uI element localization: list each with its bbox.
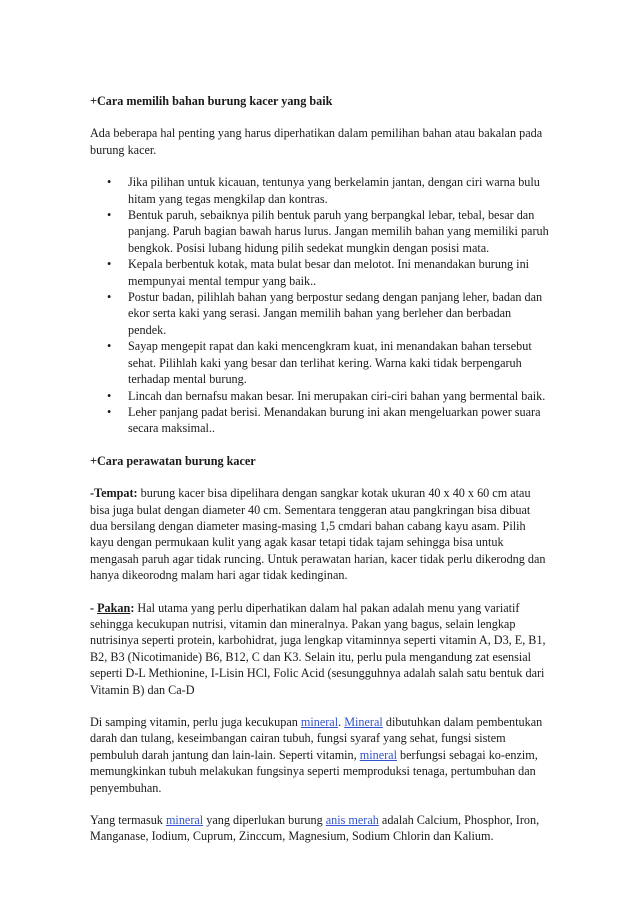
pakan-label: Pakan [97,600,131,615]
pakan-colon: : [130,600,135,615]
document-page [90,93,550,845]
section-heading-perawatan: +Cara perawatan burung kacer [90,453,256,468]
intro-paragraph: Ada beberapa hal penting yang harus diperhatikan dalam pemilihan bahan atau bakalan pada burung kacer. [90,126,543,157]
paragraph-text: berfungsi sebagai ko-enzim, memungkinkan tubuh melakukan fungsinya seperti memproduksi tenaga, pertumbuhan dan penyembuhan. [90,747,538,795]
mineral-paragraph [90,714,550,796]
pakan-paragraph [90,600,550,698]
pakan-prefix: - [90,600,98,615]
list-item: • Leher panjang padat berisi. Menandakan burung ini akan mengeluarkan power suara secara maksimal.. [128,404,550,437]
anis-merah-link[interactable]: anis merah [325,813,379,828]
list-item: • Kepala berbentuk kotak, mata bulat besar dan melotot. Ini menandakan burung ini mempunyai mental tempur yang baik.. [128,256,550,289]
list-item: • Sayap mengepit rapat dan kaki mencengkram kuat, ini menandakan bahan tersebut sehat. Pilihlah kaki yang besar dan terlihat kering. Warna kaki tidak berpengaruh terhadap mental burung. [128,338,550,387]
paragraph-text: yang diperlukan burung [203,813,326,828]
tempat-paragraph [90,485,550,583]
list-item: • Bentuk paruh, sebaiknya pilih bentuk paruh yang berpangkal lebar, tebal, besar dan panjang. Paruh bagian bawah harus lurus. Jangan memilih bahan yang memiliki paruh bengkok. Posisi lubang hidung pilih sedekat mungkin dengan posisi mata. [128,207,550,256]
mineral-link[interactable]: Mineral [344,715,383,729]
list-item: • Jika pilihan untuk kicauan, tentunya yang berkelamin jantan, dengan ciri warna bulu hitam yang tegas mengkilap dan kontras. [128,174,550,207]
paragraph-text: adalah Calcium, Phosphor, Iron, Manganase, Iodium, Cuprum, Zinccum, Magnesium, Sodium Chlorin dan Kalium. [90,813,540,844]
list-item: • Lincah dan bernafsu makan besar. Ini merupakan ciri-ciri bahan yang bermental baik. [128,388,550,404]
paragraph-text: dibutuhkan dalam pembentukan darah dan tulang, keseimbangan cairan tubuh, fungsi syaraf yang sehat, fungsi sistem pembuluh darah jantung dan lain-lain. Seperti vitamin, [90,715,543,762]
pakan-text: Hal utama yang perlu diperhatikan dalam hal pakan adalah menu yang variatif sehingga kecukupan nutrisi, vitamin dan mineralnya. Pakan yang bagus, selain lengkap nutrisinya seperti protein, karbohidrat, juga lengkap vitaminnya seperti vitamin A, D3, E, B1, B2, B3 (Nicotimanide) B6, B12, C dan K3. Selain itu, perlu pula mengandung zat esensial seperti D-L Methionine, I-Lisin HCl, Folic Acid (sesungguhnya adalah salah satu bentuk dari Vitamin B) dan Ca-D [90,600,546,697]
tempat-text: burung kacer bisa dipelihara dengan sangkar kotak ukuran 40 x 40 x 60 cm atau bisa juga bulat dengan diameter 40 cm. Sementara tenggeran atau pangkringan bisa dibuat dua bersilang dengan diameter masing-masing 1,5 cmdari bahan cabang kayu asam. Pilih kayu dengan permukaan kulit yang agak kasar tetapi tidak tajam sehingga bisa untuk mengasah paruh agar tidak runcing. Untuk perawatan harian, kacer tidak perlu dikerodng dan hanya dikeorodng malam hari agar tidak kedinginan. [90,486,546,583]
paragraph-text: Yang termasuk [90,813,166,828]
mineral-link[interactable]: mineral [300,715,339,729]
section-heading-memilih: +Cara memilih bahan burung kacer yang baik [90,94,333,108]
paragraph-text: Di samping vitamin, perlu juga kecukupan [90,715,301,729]
mineral-list-paragraph [90,812,550,845]
tempat-label: -Tempat: [90,486,138,501]
criteria-list [90,174,550,437]
mineral-link[interactable]: mineral [359,747,397,762]
list-item: • Postur badan, pilihlah bahan yang berpostur sedang dengan panjang leher, badan dan ekor serta kaki yang serasi. Jangan memilih bahan yang berleher dan berbadan pendek. [128,289,550,338]
mineral-link[interactable]: mineral [165,813,204,828]
paragraph-text: . [338,715,345,729]
